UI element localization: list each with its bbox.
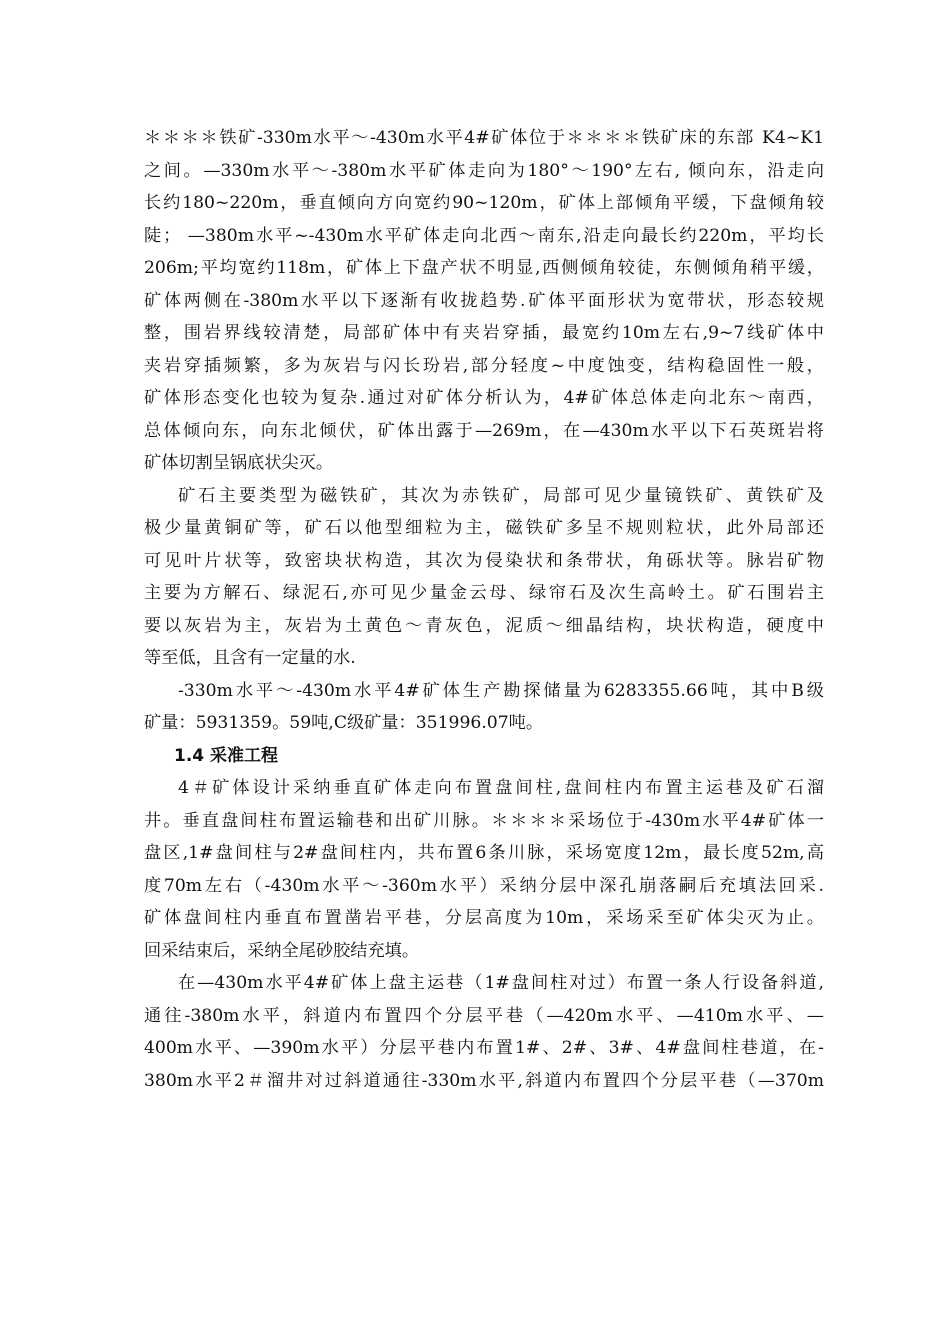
paragraph-line: 总体倾向东，向东北倾伏，矿体出露于—269m，在—430m水平以下石英斑岩将 <box>144 420 824 441</box>
paragraph-line: 盘区,1#盘间柱与2#盘间柱内，共布置6条川脉，采场宽度12m，最长度52m,高 <box>144 843 824 863</box>
paragraph-line: 矿体盘间柱内垂直布置凿岩平巷，分层高度为10m，采场采至矿体尖灭为止。 <box>144 908 824 928</box>
paragraph-line: 矿体两侧在-380m水平以下逐渐有收拢趋势.矿体平面形状为宽带状，形态较规 <box>144 290 824 311</box>
paragraph-line: 矿体形态变化也较为复杂.通过对矿体分析认为，4#矿体总体走向北东～南西， <box>144 388 824 408</box>
paragraph-line: 通往-380m水平，斜道内布置四个分层平巷（—420m水平、—410m水平、— <box>144 1005 824 1026</box>
paragraph-line: 极少量黄铜矿等，矿石以他型细粒为主，磁铁矿多呈不规则粒状，此外局部还 <box>144 518 824 538</box>
paragraph-line: 整，围岩界线较清楚，局部矿体中有夹岩穿插，最宽约10m左右,9~7线矿体中 <box>144 323 824 343</box>
paragraph-line: 在—430m水平4#矿体上盘主运巷（1#盘间柱对过）布置一条人行设备斜道, <box>178 973 824 993</box>
paragraph-line: 等至低，且含有一定量的水. <box>144 648 356 668</box>
paragraph-line: 矿石主要类型为磁铁矿，其次为赤铁矿，局部可见少量镜铁矿、黄铁矿及 <box>178 485 824 506</box>
paragraph-line: 矿体切割呈锅底状尖灭。 <box>144 453 334 473</box>
paragraph-line: 要以灰岩为主，灰岩为土黄色～青灰色，泥质～细晶结构，块状构造，硬度中 <box>144 615 824 636</box>
paragraph-line: 206m;平均宽约118m，矿体上下盘产状不明显,西侧倾角较徒，东侧倾角稍平缓， <box>144 258 824 278</box>
section-heading: 1.4 采准工程 <box>174 745 279 766</box>
paragraph-line: 度70m左右（-430m水平～-360m水平）采纳分层中深孔崩落嗣后充填法回采. <box>144 875 824 896</box>
paragraph-line: 4＃矿体设计采纳垂直矿体走向布置盘间柱,盘间柱内布置主运巷及矿石溜 <box>178 778 824 798</box>
paragraph-line: 陡； —380m水平~-430m水平矿体走向北西～南东,沿走向最长约220m，平均长 <box>144 225 824 246</box>
paragraph-line: 380m水平2＃溜井对过斜道通往-330m水平,斜道内布置四个分层平巷（—370m <box>144 1070 824 1091</box>
document-body <box>144 122 824 1097</box>
paragraph-line: ＊＊＊＊铁矿-330m水平～-430m水平4#矿体位于＊＊＊＊铁矿床的东部 K4~K1 <box>144 128 824 148</box>
paragraph-line: 井。垂直盘间柱布置运输巷和出矿川脉。＊＊＊＊采场位于-430m水平4#矿体一 <box>144 810 824 831</box>
paragraph-line: 可见叶片状等，致密块状构造，其次为侵染状和条带状，角砾状等。脉岩矿物 <box>144 550 824 571</box>
paragraph-line: 400m水平、—390m水平）分层平巷内布置1#、2#、3#、4#盘间柱巷道，在- <box>144 1038 824 1058</box>
paragraph-line: 回采结束后，采纳全尾砂胶结充填。 <box>144 940 420 961</box>
paragraph-line: 矿量：5931359。59吨,C级矿量：351996.07吨。 <box>144 713 544 733</box>
paragraph-line: 之间。—330m水平～-380m水平矿体走向为180°～190°左右, 倾向东，沿走向 <box>144 160 824 181</box>
paragraph-line: 主要为方解石、绿泥石,亦可见少量金云母、绿帘石及次生高岭土。矿石围岩主 <box>144 583 824 603</box>
paragraph-line: 夹岩穿插频繁，多为灰岩与闪长玢岩,部分轻度~中度蚀变，结构稳固性一般， <box>144 355 824 376</box>
paragraph-line: -330m水平～-430m水平4#矿体生产勘探储量为6283355.66吨，其中B级 <box>178 680 824 701</box>
paragraph-line: 长约180~220m，垂直倾向方向宽约90~120m，矿体上部倾角平缓，下盘倾角较 <box>144 193 824 213</box>
